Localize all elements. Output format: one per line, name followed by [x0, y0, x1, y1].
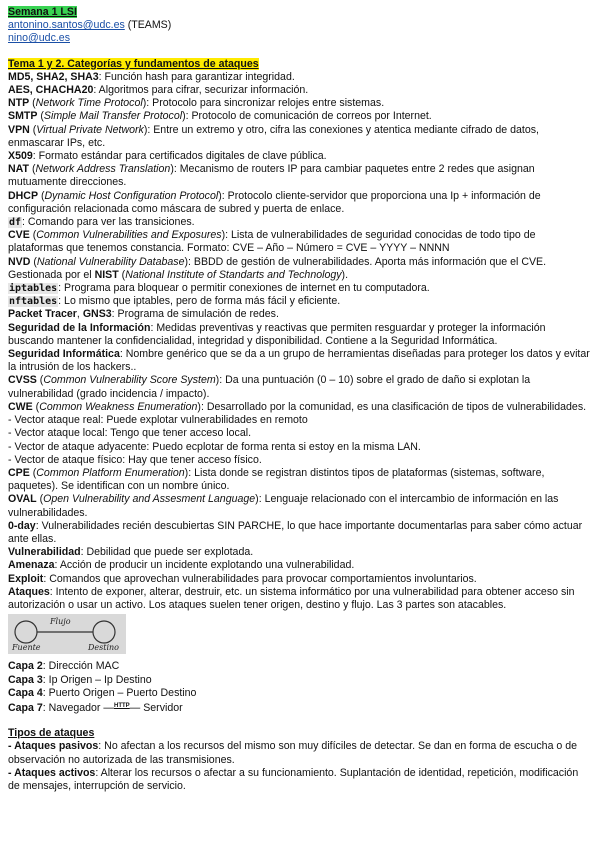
- layer-text: : Dirección MAC: [42, 660, 120, 673]
- vector-item: - Vector ataque real: Puede explotar vulnerabilidades en remoto: [8, 414, 308, 427]
- layer-term: Capa 3: [8, 673, 43, 686]
- attack-type-item: [8, 767, 592, 793]
- layer-item: [8, 687, 592, 700]
- definition-entry: OVAL (Open Vulnerability and Assesment Language): Lenguaje relacionado con el intercambio de información en las vulnerabilidades.: [8, 493, 559, 519]
- section-title: Tema 1 y 2. Categorías y fundamentos de ataques: [8, 57, 259, 70]
- command-name: df: [9, 217, 22, 229]
- definition-text: : Acción de producir un incidente explotando una vulnerabilidad.: [54, 559, 355, 572]
- layer-item: [8, 700, 592, 715]
- definition-text: : Nombre genérico que se da a un grupo de herramientas diseñadas para proteger los datos y evitar la intrusión de los hackers..: [8, 348, 590, 374]
- attack-type-term: - Ataques pasivos: [8, 740, 99, 753]
- attack-type-term: - Ataques activos: [8, 766, 96, 779]
- definition-list: [8, 71, 592, 414]
- definition-entry: DHCP (Dynamic Host Configuration Protocol): Protocolo cliente-servidor que proporciona una Ip + información de configuración relacionada como máscara de subred y puerta de enlace.: [8, 189, 541, 215]
- definition-entry: [8, 216, 592, 229]
- definition-text: : Formato estándar para certificados digitales de clave pública.: [32, 150, 327, 163]
- term: CVE: [8, 229, 30, 242]
- definition-text: : Algoritmos para cifrar, securizar información.: [93, 84, 309, 97]
- definition-entry: [8, 520, 592, 546]
- term: Seguridad Informática: [8, 348, 120, 361]
- term-expansion: National Vulnerability Database: [36, 255, 185, 268]
- definition-entry: NAT (Network Address Translation): Mecanismo de routers IP para cambiar paquetes entre 2 redes que asignan mutuamente direcciones.: [8, 163, 535, 189]
- spacer: [8, 46, 592, 58]
- layer-list: [8, 660, 592, 715]
- term: NAT: [8, 163, 29, 176]
- definition-entry: [8, 295, 592, 308]
- term: Exploit: [8, 572, 44, 585]
- layer-term: Capa 4: [8, 686, 43, 699]
- definition-list-2: [8, 467, 592, 612]
- term-2: NIST: [94, 268, 119, 281]
- definition-text: : Protocolo de comunicación de correos por Internet.: [185, 110, 432, 123]
- definition-text: : Da una puntuación (0 – 10) sobre el grado de daño si explotan la vulnerabilidad (grado incidencia / impacto).: [8, 374, 531, 400]
- email-note: (TEAMS): [124, 19, 172, 32]
- term: CPE: [8, 466, 30, 479]
- definition-text: : Función hash para garantizar integridad.: [98, 70, 295, 83]
- term-expansion: Simple Mail Transfer Protocol: [43, 110, 183, 123]
- definition-text: : Programa de simulación de redes.: [111, 308, 279, 321]
- definition-text: : Lista de vulnerabilidades de seguridad conocidas de todo tipo de plataformas que tenemos constancia. Formato: CVE – Año – Número = CVE – YYYY – NNNN: [8, 229, 536, 255]
- definition-text: : Mecanismo de routers IP para cambiar paquetes entre 2 redes que asignan mutuamente direcciones.: [8, 163, 535, 189]
- term-2: GNS3: [82, 308, 112, 321]
- definition-entry: SMTP (Simple Mail Transfer Protocol): Protocolo de comunicación de correos por Internet.: [8, 110, 432, 123]
- layer-term: Capa 2: [8, 660, 43, 673]
- email-line-2: [8, 32, 592, 45]
- term: Seguridad de la Información: [8, 321, 151, 334]
- diagram-top-label: Flujo: [50, 617, 71, 627]
- vector-item: - Vector de ataque adyacente: Puedo ecplotar de forma renta si estoy en la misma LAN.: [8, 440, 421, 453]
- definition-text: : Protocolo para sincronizar relojes entre sistemas.: [146, 97, 385, 110]
- definition-text: : Protocolo cliente-servidor que proporciona una Ip + información de configuración relacionada como máscara de subred y puerta de enlace.: [8, 189, 541, 215]
- definition-text: : BBDD de gestión de vulnerabilidades. Aporta más información que el CVE. Gestionada por el: [8, 255, 547, 281]
- header-title-line: [8, 6, 592, 19]
- definition-entry: NTP (Network Time Protocol): Protocolo para sincronizar relojes entre sistemas.: [8, 97, 385, 110]
- layer-text: : Ip Origen – Ip Destino: [42, 673, 152, 686]
- term-expansion: Virtual Private Network: [36, 123, 144, 136]
- term: Ataques: [8, 585, 50, 598]
- definition-entry: [8, 308, 592, 321]
- definition-text: : Vulnerabilidades recién descubiertas SIN PARCHE, lo que hace importante documentarlas para saber cómo actuar ante ellas.: [8, 519, 583, 545]
- command-name: iptables: [9, 283, 58, 295]
- tipos-title-line: [8, 727, 592, 740]
- email-line-1: [8, 19, 592, 32]
- definition-entry: [8, 71, 592, 84]
- definition-text: : Comandos que aprovechan vulnerabilidades para provocar comportamientos involuntarios.: [43, 572, 477, 585]
- definition-entry: CPE (Common Platform Enumeration): Lista donde se registran distintos tipos de plataformas (sistemas, software, paquetes). Se identifican con un nombre único.: [8, 466, 545, 493]
- term: CVSS: [8, 374, 37, 387]
- definition-text: : Lista donde se registran distintos tipos de plataformas (sistemas, software, paquetes). Se identifican con un nombre único.: [8, 466, 545, 493]
- document-page: [8, 6, 592, 793]
- term-expansion: Common Vulnerability Score System: [43, 374, 216, 387]
- flow-diagram-image: [8, 614, 126, 654]
- vector-item: - Vector de ataque físico: Hay que tener acceso físico.: [8, 453, 262, 466]
- attack-type-text: : Alterar los recursos o afectar a su funcionamiento. Suplantación de identidad, repetición, modificación de mensajes, interrupción de servicio.: [8, 766, 579, 792]
- spacer: [8, 715, 592, 727]
- layer-text: : Puerto Origen – Puerto Destino: [42, 686, 197, 699]
- term-expansion: Network Time Protocol: [35, 97, 143, 110]
- definition-text: : Programa para bloquear o permitir conexiones de internet en tu computadora.: [58, 282, 430, 295]
- definition-entry: [8, 586, 592, 612]
- definition-entry: CWE (Common Weakness Enumeration): Desarrollado por la comunidad, es una clasificación de tipos de vulnerabilidades.: [8, 400, 587, 413]
- attack-flow-diagram: [8, 614, 592, 658]
- term-2-expansion: National Institute of Standarts and Technology: [125, 268, 342, 281]
- definition-entry: [8, 84, 592, 97]
- separator: ,: [76, 308, 83, 321]
- layer-item: [8, 674, 592, 687]
- term-expansion: Open Vulnerability and Assesment Language: [43, 493, 256, 506]
- diagram-left-label: Fuente: [12, 643, 41, 653]
- attack-type-item: [8, 740, 592, 766]
- term: VPN: [8, 123, 30, 136]
- definition-entry: NVD (National Vulnerability Database): BBDD de gestión de vulnerabilidades. Aporta más información que el CVE. Gestionada por el NIST (National Institute of Standarts and Technology).: [8, 255, 547, 281]
- definition-entry: [8, 150, 592, 163]
- term-expansion: Dynamic Host Configuration Protocol: [44, 189, 219, 202]
- attack-vector-list: [8, 414, 592, 467]
- definition-entry: CVE (Common Vulnerabilities and Exposures): Lista de vulnerabilidades de seguridad conocidas de todo tipo de plataformas que tenemos constancia. Formato: CVE – Año – Número = CVE – YYYY – NNNN: [8, 229, 536, 255]
- definition-text: : Debilidad que puede ser explotada.: [80, 546, 254, 559]
- definition-entry: [8, 546, 592, 559]
- definition-text: : Lo mismo que iptables, pero de forma más fácil y eficiente.: [58, 295, 341, 308]
- layer-term: Capa 7: [8, 701, 43, 714]
- term: DHCP: [8, 189, 39, 202]
- term-expansion: Common Weakness Enumeration: [39, 400, 198, 413]
- definition-entry: [8, 282, 592, 295]
- email-link-1[interactable]: antonino.santos@udc.es: [8, 19, 125, 32]
- term: NTP: [8, 97, 30, 110]
- page-title: Semana 1 LSI: [8, 6, 77, 18]
- definition-text: : Medidas preventivas y reactivas que permiten resguardar y proteger la información buscando mantener la confidencialidad, integridad y disponibilidad. Contiene a la Seguridad Informática.: [8, 321, 546, 347]
- definition-text: : Comando para ver las transiciones.: [22, 216, 195, 229]
- command-name: nftables: [9, 296, 58, 308]
- term: Packet Tracer: [8, 308, 77, 321]
- term: NVD: [8, 255, 31, 268]
- term: MD5, SHA2, SHA3: [8, 70, 99, 83]
- definition-text: : Entre un extremo y otro, cifra las conexiones y atentica mediante cifrado de datos, enmascarar IPs, etc.: [8, 123, 539, 149]
- vector-item: - Vector ataque local: Tengo que tener acceso local.: [8, 427, 252, 440]
- definition-text: : Desarrollado por la comunidad, es una clasificación de tipos de vulnerabilidades.: [200, 400, 587, 413]
- term: 0-day: [8, 519, 36, 532]
- definition-entry: [8, 559, 592, 572]
- layer-item: [8, 660, 592, 673]
- term: OVAL: [8, 493, 37, 506]
- definition-text: : Intento de exponer, alterar, destruir, etc. un sistema informático por una vulnerabilidad para obtener acceso sin autorización o usar un activo. Los ataques suelen tener origen, destino y flujo. Las 3 partes son atacables.: [8, 585, 575, 611]
- term-expansion: Common Vulnerabilities and Exposures: [36, 229, 222, 242]
- email-link-2[interactable]: nino@udc.es: [8, 32, 70, 45]
- term: AES, CHACHA20: [8, 84, 94, 97]
- term-expansion: Common Platform Enumeration: [36, 466, 185, 479]
- term: Amenaza: [8, 559, 55, 572]
- attack-types-list: [8, 740, 592, 793]
- term-expansion: Network Address Translation: [35, 163, 171, 176]
- definition-tail: .: [345, 268, 349, 281]
- definition-entry: [8, 573, 592, 586]
- diagram-right-label: Destino: [88, 643, 119, 653]
- layer-tail: — Servidor: [129, 701, 183, 714]
- definition-entry: VPN (Virtual Private Network): Entre un extremo y otro, cifra las conexiones y atentica mediante cifrado de datos, enmascarar IPs, etc.: [8, 123, 539, 149]
- definition-entry: [8, 322, 592, 348]
- attack-type-text: : No afectan a los recursos del mismo son muy difíciles de detectar. Se dan en forma de escucha o de observación no autorizada de las transmisiones.: [8, 740, 578, 766]
- definition-text: : Lenguaje relacionado con el intercambio de información en las vulnerabilidades.: [8, 493, 559, 519]
- term: SMTP: [8, 110, 38, 123]
- layer-text: : Navegador —: [42, 701, 114, 714]
- term: CWE: [8, 400, 33, 413]
- term: X509: [8, 150, 33, 163]
- definition-entry: CVSS (Common Vulnerability Score System): Da una puntuación (0 – 10) sobre el grado de daño si explotan la vulnerabilidad (grado incidencia / impacto).: [8, 374, 531, 400]
- tipos-title: Tipos de ataques: [8, 727, 95, 740]
- section-title-line: [8, 58, 592, 71]
- definition-entry: [8, 348, 592, 374]
- term: Vulnerabilidad: [8, 546, 81, 559]
- http-label: HTTP: [114, 702, 130, 709]
